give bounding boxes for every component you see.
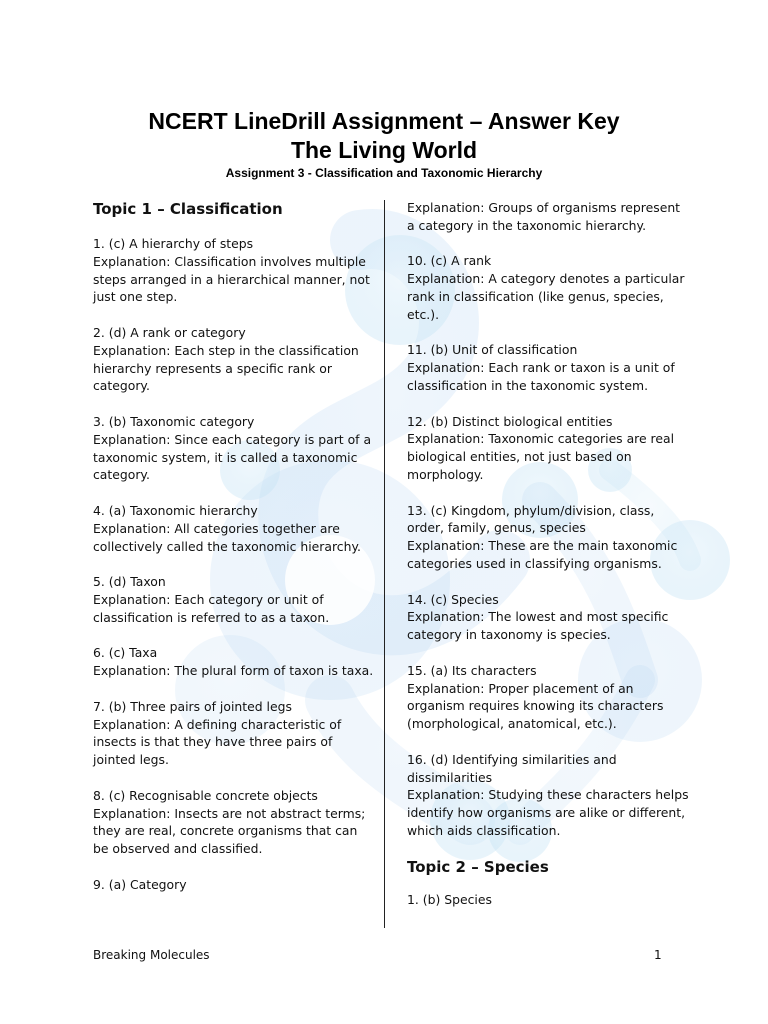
answer-item <box>93 573 375 626</box>
answer-line: 15. (a) Its characters <box>407 662 537 678</box>
explanation-text: Explanation: A defining characteristic of insects is that they have three pairs of jointed legs. <box>93 716 342 768</box>
explanation-text: Explanation: Each rank or taxon is a unit of classification in the taxonomic system. <box>407 360 675 393</box>
answer-item <box>407 252 689 323</box>
answer-line: 16. (d) Identifying similarities and dissimilarities <box>407 751 617 785</box>
answer-item <box>93 698 375 769</box>
explanation-text: Explanation: Classification involves multiple steps arranged in a hierarchical manner, not just one step. <box>93 253 370 305</box>
answer-item <box>93 235 375 306</box>
answer-line: 14. (c) Species <box>407 591 499 607</box>
explanation-text: Explanation: A category denotes a particular rank in classification (like genus, species, etc.). <box>407 271 685 322</box>
answer-line: 10. (c) A rank <box>407 253 492 269</box>
answer-item-continued <box>407 199 689 235</box>
answer-line: 8. (c) Recognisable concrete objects <box>93 787 318 803</box>
explanation-text: Explanation: The lowest and most specific category in taxonomy is species. <box>407 609 669 643</box>
explanation-text: Explanation: Groups of organisms represent a category in the taxonomic hierarchy. <box>407 200 681 233</box>
explanation-text: Explanation: Studying these characters helps identify how organisms are alike or different, which aids classification. <box>407 787 689 838</box>
answer-item <box>407 891 689 909</box>
explanation-text: Explanation: Insects are not abstract terms; they are real, concrete organisms that can be observed and classified. <box>93 805 366 857</box>
answer-line: 2. (d) A rank or category <box>93 324 246 340</box>
chapter-title: The Living World <box>290 137 478 163</box>
answer-line: 4. (a) Taxonomic hierarchy <box>93 502 258 518</box>
answer-line: 1. (c) A hierarchy of steps <box>93 236 254 251</box>
explanation-text: Explanation: These are the main taxonomic categories used in classifying organisms. <box>407 538 678 571</box>
answer-item <box>407 413 689 484</box>
answer-line: 13. (c) Kingdom, phylum/division, class, order, family, genus, species <box>407 502 655 536</box>
assignment-subtitle: Assignment 3 - Classification and Taxonomic Hierarchy <box>225 166 543 180</box>
answer-line: 1. (b) Species <box>407 892 492 908</box>
topic-heading: Topic 2 – Species <box>407 858 549 877</box>
answer-line: 6. (c) Taxa <box>93 645 158 661</box>
answer-item <box>93 324 375 395</box>
answer-item <box>407 591 689 644</box>
answer-line: 9. (a) Category <box>93 876 187 892</box>
explanation-text: Explanation: Since each category is part of a taxonomic system, it is called a taxonomic category. <box>93 431 372 483</box>
right-column <box>407 199 689 909</box>
answer-line: 7. (b) Three pairs of jointed legs <box>93 698 292 714</box>
answer-line: 11. (b) Unit of classification <box>407 342 578 358</box>
explanation-text: Explanation: Proper placement of an organism requires knowing its characters (morphological, anatomical, etc.). <box>407 680 664 732</box>
footer-brand: Breaking Molecules <box>93 948 210 962</box>
answer-item <box>93 644 375 680</box>
answer-line: 12. (b) Distinct biological entities <box>407 413 613 429</box>
answer-item <box>407 662 689 733</box>
explanation-text: Explanation: All categories together are collectively called the taxonomic hierarchy. <box>93 520 361 554</box>
explanation-text: Explanation: The plural form of taxon is taxa. <box>93 663 374 679</box>
explanation-text: Explanation: Each step in the classification hierarchy represents a specific rank or category. <box>93 342 359 394</box>
answer-item <box>407 751 689 840</box>
explanation-text: Explanation: Each category or unit of classification is referred to as a taxon. <box>93 591 330 625</box>
explanation-text: Explanation: Taxonomic categories are real biological entities, not just based on morphology. <box>407 431 675 482</box>
answer-item <box>407 502 689 573</box>
topic-heading: Topic 1 – Classification <box>93 200 283 218</box>
answer-item <box>93 502 375 555</box>
answer-item <box>93 876 375 894</box>
column-divider <box>384 200 385 928</box>
left-column <box>93 199 375 893</box>
answer-item <box>93 413 375 484</box>
answer-item <box>407 341 689 394</box>
answer-line: 5. (d) Taxon <box>93 574 166 590</box>
answer-item <box>93 787 375 858</box>
page-number: 1 <box>654 948 662 962</box>
page-title: NCERT LineDrill Assignment – Answer Key <box>148 108 620 134</box>
answer-line: 3. (b) Taxonomic category <box>93 413 255 429</box>
